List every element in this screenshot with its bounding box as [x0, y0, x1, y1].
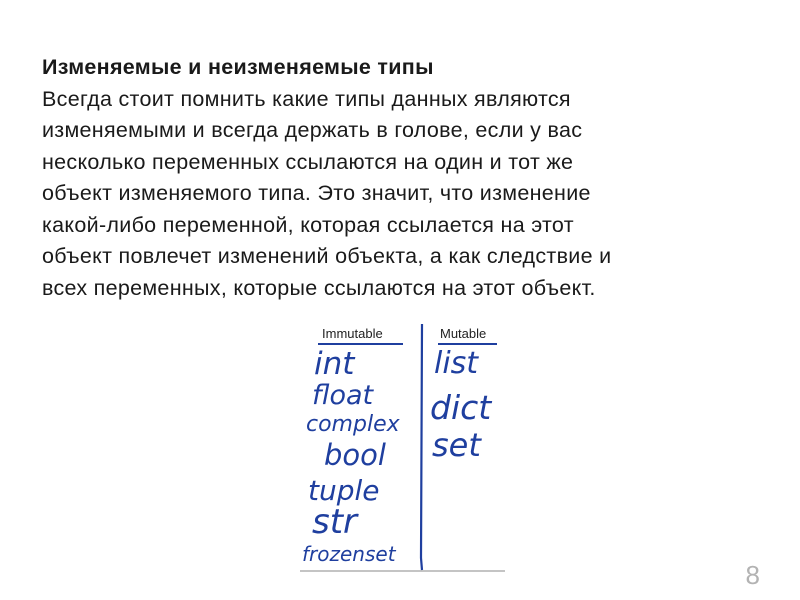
- mutable-item-list: list: [434, 346, 479, 381]
- slide-title: Изменяемые и неизменяемые типы: [42, 55, 434, 79]
- immutable-item-str: str: [312, 502, 358, 542]
- immutable-item-bool: bool: [324, 438, 386, 472]
- body-line: несколько переменных ссылаются на один и тот же: [42, 149, 574, 174]
- body-line: Всегда стоит помнить какие типы данных являются: [42, 86, 571, 111]
- body-line: изменяемыми и всегда держать в голове, если у вас: [42, 118, 583, 142]
- immutable-item-int: int: [314, 346, 355, 382]
- body-line: какой-либо переменной, которая ссылается на этот: [42, 212, 574, 237]
- mutability-table-figure: [300, 318, 510, 573]
- mutable-item-set: set: [432, 426, 481, 464]
- page-number: 8: [745, 560, 760, 590]
- immutable-item-tuple: tuple: [308, 474, 380, 507]
- immutable-item-complex: complex: [306, 412, 400, 437]
- slide-text: [42, 52, 762, 304]
- immutable-item-frozenset: frozenset: [302, 542, 396, 566]
- body-line: объект повлечет изменений объекта, а как следствие и: [42, 244, 612, 268]
- column-divider: [421, 324, 422, 570]
- immutable-item-float: float: [312, 380, 374, 411]
- mutable-header: Mutable: [440, 326, 487, 341]
- body-line: объект изменяемого типа. Это значит, что изменение: [42, 181, 591, 205]
- immutable-header: Immutable: [322, 326, 383, 341]
- body-line: всех переменных, которые ссылаются на этот объект.: [42, 275, 596, 300]
- mutable-item-dict: dict: [430, 388, 492, 427]
